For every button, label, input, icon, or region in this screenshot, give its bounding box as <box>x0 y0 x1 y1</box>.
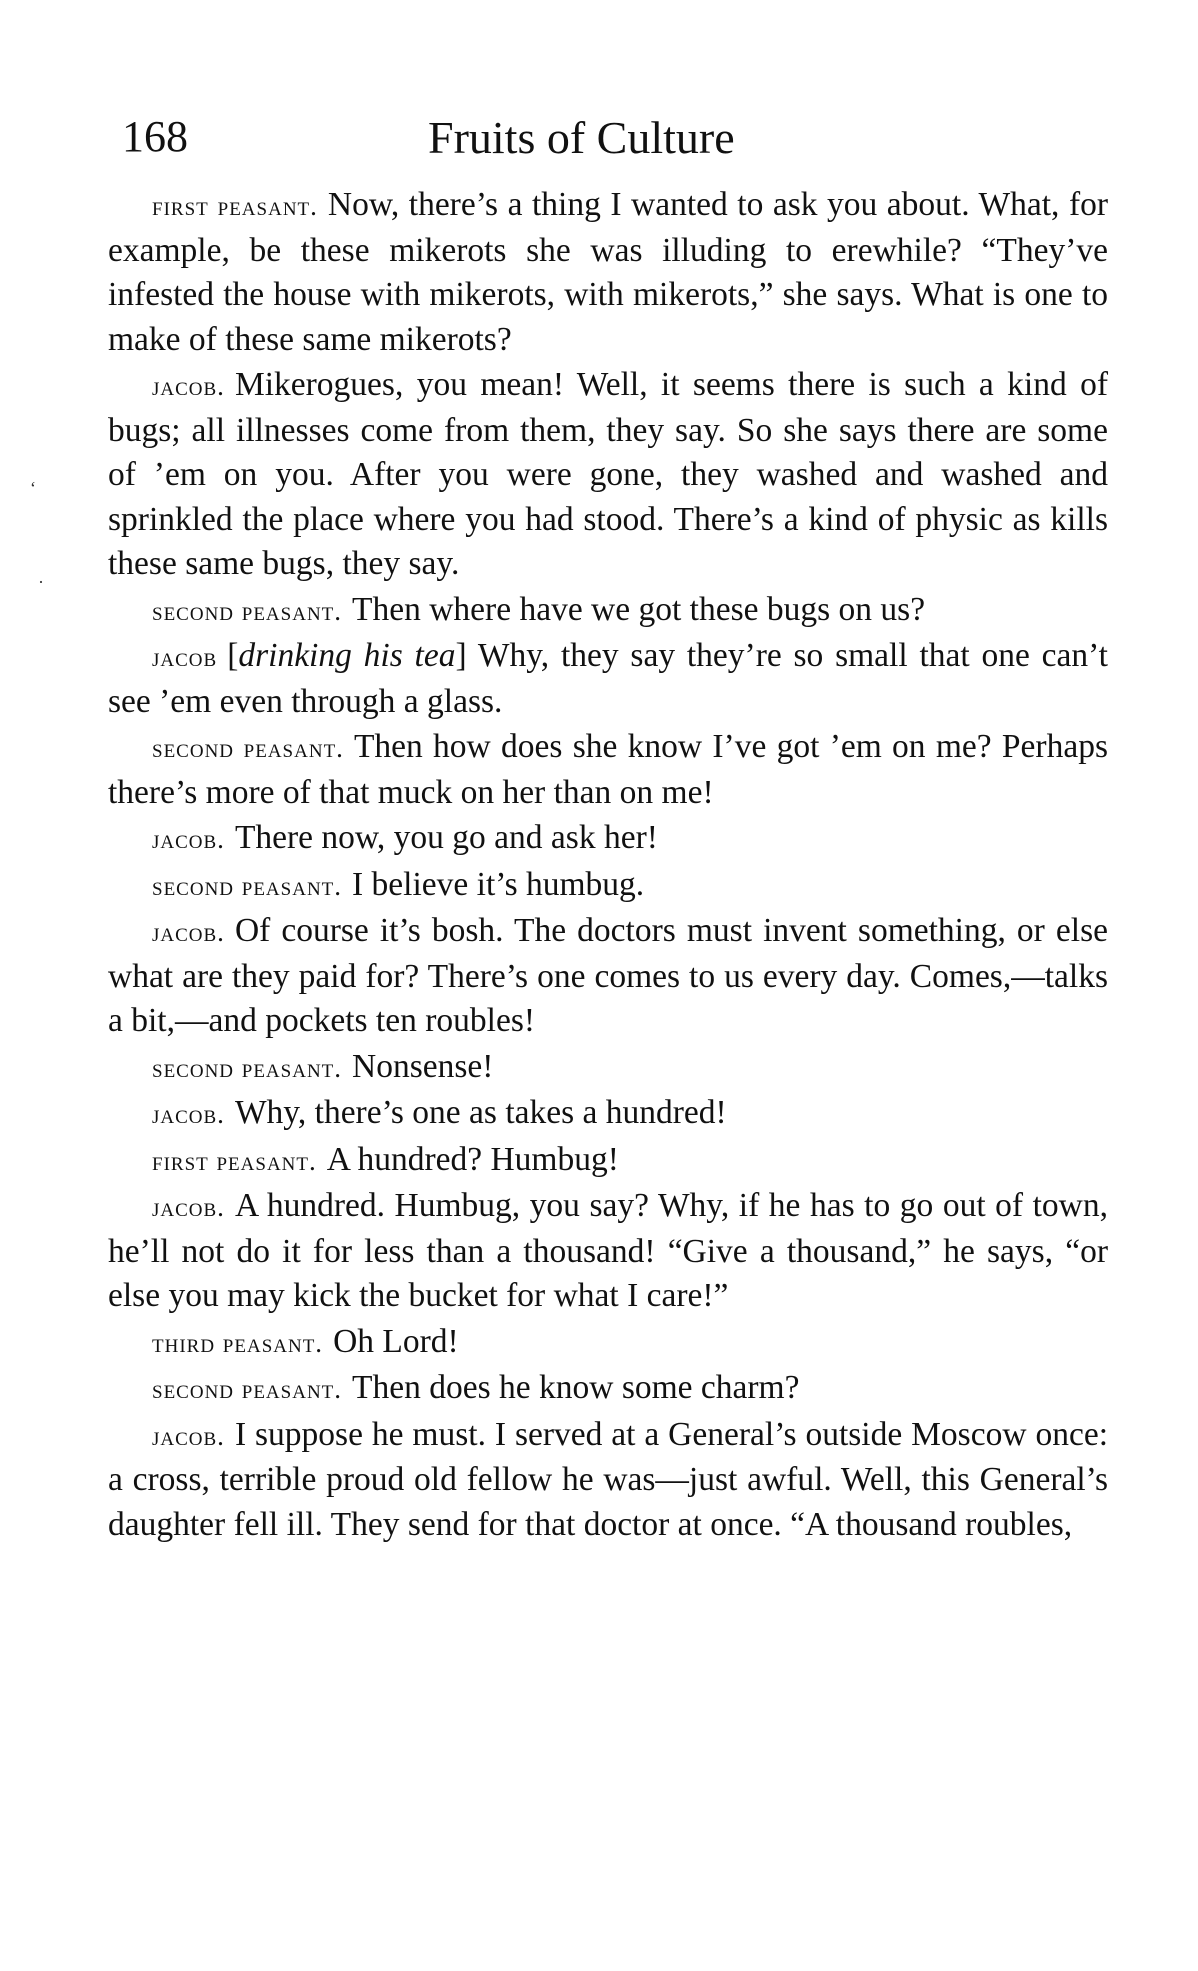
speech-4 <box>108 634 1108 724</box>
stage-direction-open: [ <box>227 637 239 674</box>
speech-text: Then where have we got these bugs on us? <box>352 590 926 628</box>
speaker: jacob. <box>152 371 225 401</box>
speaker: jacob. <box>152 917 225 947</box>
speaker: second peasant. <box>152 1374 343 1404</box>
speech-text: Of course it’s bosh. The doctors must invent something, or else what are they paid for? There’s one comes to us every day. Comes,—talks a bit,—and pockets ten roubles! <box>108 912 1108 1039</box>
speech-11 <box>108 1138 1108 1184</box>
speech-text: A hundred? Humbug! <box>326 1140 619 1178</box>
margin-speck: · <box>38 572 44 592</box>
speech-text: Mikerogues, you mean! Well, it seems there is such a kind of bugs; all illnesses come from them, they say. So she says there are some of ’em on you. After you were gone, they washed and washed and sprinkled the place where you had stood. There’s a kind of physic as kills these same bugs, they say. <box>108 366 1108 582</box>
dialogue <box>108 183 1108 1547</box>
speaker: first peasant. <box>152 1145 317 1176</box>
speaker: second peasant. <box>152 1052 343 1083</box>
page-number: 168 <box>122 112 188 161</box>
speech-10 <box>108 1091 1108 1137</box>
speech-9 <box>108 1045 1108 1091</box>
speech-1 <box>108 183 1108 362</box>
speech-text: Then does he know some charm? <box>352 1369 800 1406</box>
speaker: second peasant. <box>152 870 343 901</box>
margin-speck: ‘ <box>30 478 36 498</box>
speech-12 <box>108 1184 1108 1319</box>
speaker: jacob. <box>152 1192 225 1222</box>
speech-text: Now, there’s a thing I wanted to ask you about. What, for example, be these mikerots she was illuding to erewhile? “They’ve infested the house with mikerots, with mikerots,” she says. What is one to make of these same mikerots? <box>108 186 1109 358</box>
speech-text: Why, they say they’re so small that one can’t see ’em even through a glass. <box>108 637 1108 720</box>
speech-8 <box>108 909 1108 1044</box>
running-head <box>108 112 1108 177</box>
stage-direction: drinking his tea <box>238 637 456 674</box>
speaker: jacob. <box>152 1099 225 1129</box>
speech-text: A hundred. Humbug, you say? Why, if he has to go out of town, he’ll not do it for less than a thousand! “Give a thousand,” he says, “or else you may kick the bucket for what I care!” <box>108 1187 1108 1314</box>
stage-direction-close: ] <box>455 637 478 674</box>
speech-text: I suppose he must. I served at a General’s outside Moscow once: a cross, terrible proud old fellow he was—just awful. Well, this General’s daughter fell ill. They send for that doctor at once. “A thousand roubles, <box>108 1415 1108 1543</box>
speaker: second peasant. <box>152 595 343 626</box>
speaker: jacob. <box>152 1420 225 1451</box>
speech-7 <box>108 863 1108 909</box>
speech-6 <box>108 816 1108 862</box>
speech-2 <box>108 363 1108 587</box>
speech-3 <box>108 588 1108 634</box>
speaker: jacob <box>152 642 218 672</box>
speaker: third peasant. <box>152 1327 324 1358</box>
speech-text: I believe it’s humbug. <box>352 865 645 903</box>
speech-15 <box>108 1413 1108 1548</box>
speech-13 <box>108 1320 1108 1366</box>
speech-5 <box>108 725 1108 815</box>
book-page <box>108 112 1109 1548</box>
speaker: first peasant. <box>152 191 318 221</box>
speaker: second peasant. <box>152 733 344 763</box>
speech-14 <box>108 1366 1108 1412</box>
running-title: Fruits of Culture <box>428 112 735 163</box>
speech-text: Why, there’s one as takes a hundred! <box>234 1094 727 1131</box>
speech-text: Oh Lord! <box>333 1322 459 1360</box>
speech-text: There now, you go and ask her! <box>234 819 658 856</box>
speech-text: Nonsense! <box>352 1047 494 1085</box>
speaker: jacob. <box>152 824 225 854</box>
speech-text: Then how does she know I’ve got ’em on me? Perhaps there’s more of that muck on her than on me! <box>108 728 1108 811</box>
